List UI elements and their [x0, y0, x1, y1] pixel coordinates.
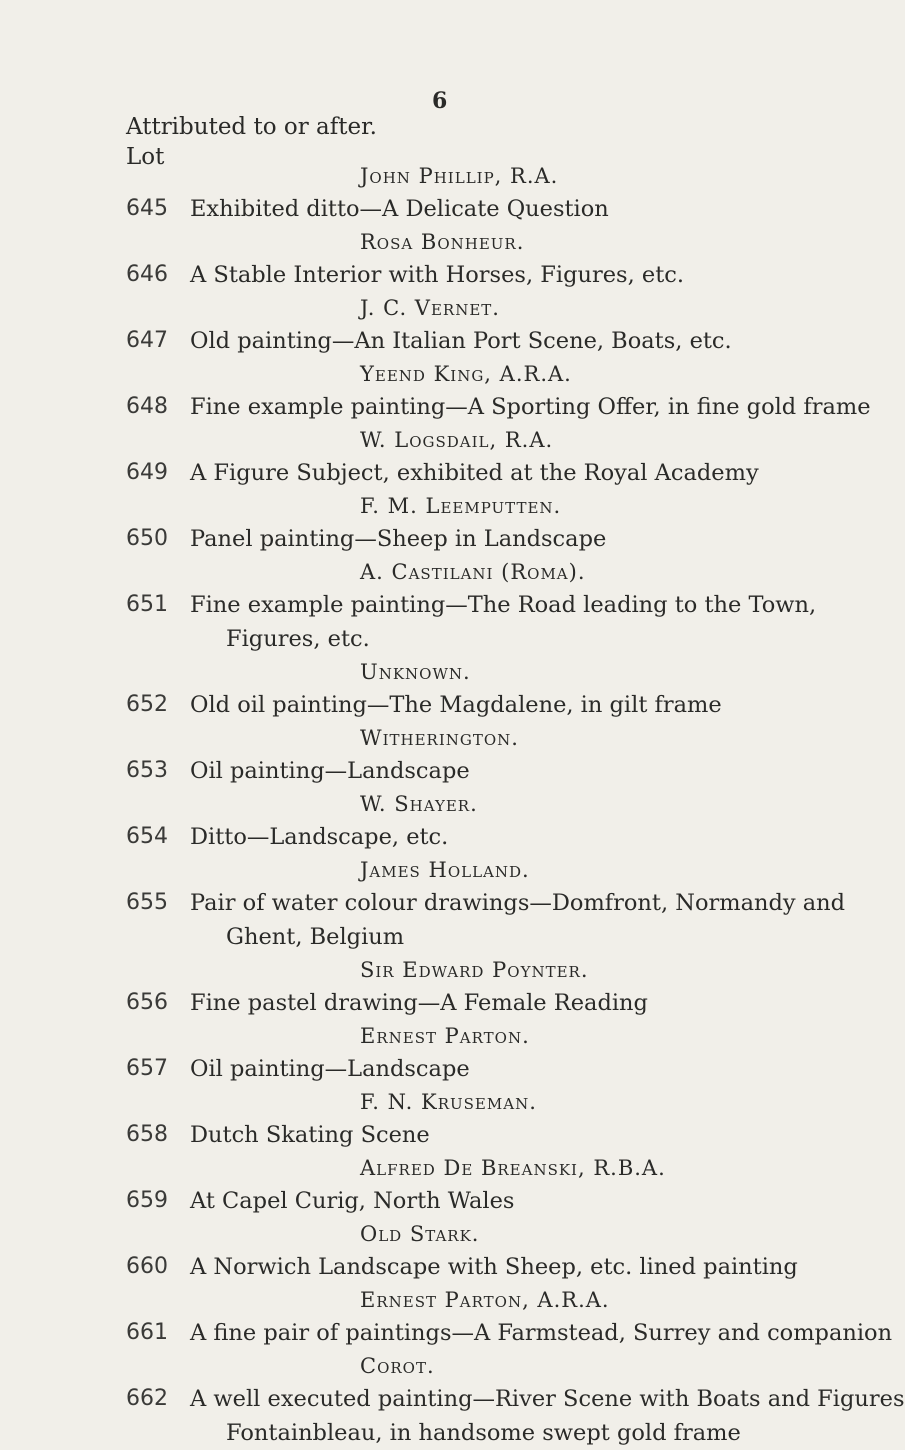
lot-description-continued: Figures, etc.: [226, 626, 370, 652]
lot-entry: [0, 1086, 800, 1152]
section-title: Attributed to or after.: [126, 114, 377, 140]
artist-name: Witherington.: [360, 726, 519, 750]
lot-number: 658: [126, 1122, 168, 1147]
artist-name: Corot.: [360, 1354, 435, 1378]
lot-number: 655: [126, 890, 168, 915]
lot-description: A Norwich Landscape with Sheep, etc. lined painting: [190, 1254, 798, 1280]
artist-name: Ernest Parton.: [360, 1024, 530, 1048]
lot-description-row: [0, 588, 817, 622]
lot-description: Ditto—Landscape, etc.: [190, 824, 449, 850]
artist-name: Sir Edward Poynter.: [360, 958, 589, 982]
artist-name: Rosa Bonheur.: [360, 230, 525, 254]
lot-number: 649: [126, 460, 168, 485]
lot-description: Pair of water colour drawings—Domfront, Normandy and: [190, 890, 846, 916]
lot-entry: [0, 292, 800, 358]
lot-description-row: [0, 456, 800, 490]
artist-name: W. Shayer.: [360, 792, 478, 816]
lot-number: 660: [126, 1254, 168, 1279]
lot-entry: [0, 226, 800, 292]
lot-number: 661: [126, 1320, 168, 1345]
lot-entry: [0, 1284, 893, 1350]
lot-entry: [0, 722, 800, 788]
artist-name: Alfred De Breanski, R.B.A.: [360, 1156, 666, 1180]
lot-number: 657: [126, 1056, 168, 1081]
lot-description-row: [0, 1250, 800, 1284]
lot-description-row: [0, 622, 800, 656]
lot-number: 645: [126, 196, 168, 221]
lot-description-row: [0, 1416, 800, 1450]
lot-column-label: Lot: [126, 144, 165, 170]
lot-list: [0, 160, 905, 1450]
lot-description-row: [0, 324, 800, 358]
artist-name: W. Logsdail, R.A.: [360, 428, 554, 452]
lot-description: Old painting—An Italian Port Scene, Boats, etc.: [190, 328, 732, 354]
lot-description: Panel painting—Sheep in Landscape: [190, 526, 607, 552]
artist-name: James Holland.: [360, 858, 530, 882]
lot-entry: [0, 1152, 800, 1218]
lot-description-row: [0, 754, 800, 788]
artist-name: A. Castilani (Roma).: [360, 560, 586, 584]
lot-description-row: [0, 920, 800, 954]
lot-description-continued: Fontainbleau, in handsome swept gold frame: [226, 1420, 741, 1446]
lot-description: Oil painting—Landscape: [190, 1056, 470, 1082]
lot-description-continued: Ghent, Belgium: [226, 924, 405, 950]
lot-description-row: [0, 1382, 905, 1416]
lot-description-row: [0, 1184, 800, 1218]
lot-description-row: [0, 688, 800, 722]
lot-entry: [0, 490, 800, 556]
lot-description: Fine pastel drawing—A Female Reading: [190, 990, 648, 1016]
lot-number: 648: [126, 394, 168, 419]
lot-description: Oil painting—Landscape: [190, 758, 470, 784]
page-number: 6: [432, 88, 448, 114]
lot-description: Dutch Skating Scene: [190, 1122, 430, 1148]
lot-description-row: [0, 258, 800, 292]
artist-name: Unknown.: [360, 660, 471, 684]
lot-entry: [0, 160, 800, 226]
artist-name: Old Stark.: [360, 1222, 480, 1246]
lot-entry: [0, 854, 846, 954]
lot-entry: [0, 954, 800, 1020]
lot-description: A Stable Interior with Horses, Figures, etc.: [190, 262, 684, 288]
lot-description: Old oil painting—The Magdalene, in gilt frame: [190, 692, 722, 718]
lot-entry: [0, 1350, 905, 1450]
artist-name: John Phillip, R.A.: [360, 164, 559, 188]
lot-number: 647: [126, 328, 168, 353]
lot-number: 651: [126, 592, 168, 617]
lot-description-row: [0, 886, 846, 920]
lot-description-row: [0, 1316, 893, 1350]
lot-number: 662: [126, 1386, 168, 1411]
lot-entry: [0, 788, 800, 854]
artist-name: Yeend King, A.R.A.: [360, 362, 572, 386]
artist-name: Ernest Parton, A.R.A.: [360, 1288, 610, 1312]
lot-description-row: [0, 192, 800, 226]
lot-description: Fine example painting—A Sporting Offer, in fine gold frame: [190, 394, 871, 420]
lot-description-row: [0, 1118, 800, 1152]
lot-description: At Capel Curig, North Wales: [190, 1188, 515, 1214]
lot-number: 654: [126, 824, 168, 849]
lot-description-row: [0, 820, 800, 854]
lot-number: 646: [126, 262, 168, 287]
lot-description-row: [0, 1052, 800, 1086]
lot-entry: [0, 556, 817, 656]
lot-number: 659: [126, 1188, 168, 1213]
lot-entry: [0, 656, 800, 722]
lot-description: Fine example painting—The Road leading to the Town,: [190, 592, 817, 618]
lot-entry: [0, 1218, 800, 1284]
lot-number: 653: [126, 758, 168, 783]
lot-description: A fine pair of paintings—A Farmstead, Surrey and companion: [190, 1320, 893, 1346]
artist-name: F. M. Leemputten.: [360, 494, 562, 518]
lot-entry: [0, 424, 800, 490]
lot-description-row: [0, 522, 800, 556]
lot-number: 650: [126, 526, 168, 551]
artist-name: F. N. Krusеman.: [360, 1090, 537, 1114]
lot-description: A Figure Subject, exhibited at the Royal Academy: [190, 460, 759, 486]
lot-description: Exhibited ditto—A Delicate Question: [190, 196, 609, 222]
lot-entry: [0, 358, 871, 424]
lot-entry: [0, 1020, 800, 1086]
artist-name: J. C. Vernet.: [360, 296, 500, 320]
lot-number: 652: [126, 692, 168, 717]
lot-description: A well executed painting—River Scene with Boats and Figures: [190, 1386, 905, 1412]
lot-description-row: [0, 390, 871, 424]
lot-description-row: [0, 986, 800, 1020]
lot-number: 656: [126, 990, 168, 1015]
